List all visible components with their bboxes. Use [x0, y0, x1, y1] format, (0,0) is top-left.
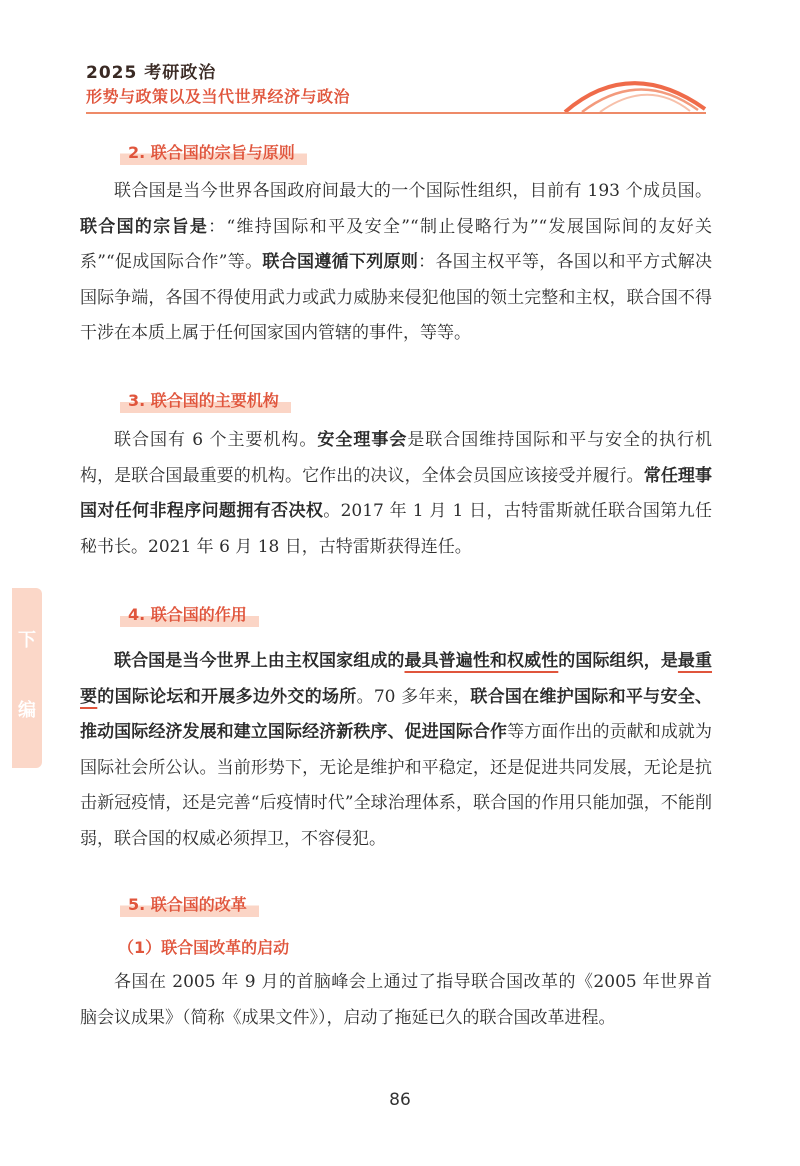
text-run: 联合国有 6 个主要机构。: [114, 430, 318, 450]
text-run: ：“维持国际和平及安全”“制止侵略行为”“发展国际间的友好关系”“促成国际合作”等。: [80, 216, 712, 272]
section-heading-3: 3. 联合国的主要机构: [120, 388, 291, 413]
text-run: 是联合国维持国际和平与安全的执行机构，是联合国最重要的机构。它作出的决议，全体会员国应该接受并履行。: [80, 430, 713, 486]
section-4-paragraph: [80, 644, 712, 857]
underlined-term: 最重要: [80, 651, 713, 707]
header-divider: [86, 112, 706, 114]
text-run: 等方面作出的贡献和成就为国际社会所公认。当前形势下，无论是维护和平稳定，还是促进共同发展，无论是抗击新冠疫情，还是完善“后疫情时代”全球治理体系，联合国的作用只能加强，不能削弱，联合国的权威必须捍卫，不容侵犯。: [80, 722, 713, 849]
section-heading-5: 5. 联合国的改革: [120, 892, 259, 917]
text-run: 。70 多年来，: [356, 686, 471, 707]
underlined-term: 最具普遍性和权威性: [404, 651, 559, 671]
section-heading-2: 2. 联合国的宗旨与原则: [120, 140, 307, 165]
section-5-paragraph: [80, 965, 712, 1036]
bold-term: 联合国的宗旨是: [80, 216, 209, 237]
section-heading-4: 4. 联合国的作用: [120, 602, 259, 627]
section-3-paragraph: [80, 423, 712, 565]
bold-term: 联合国遵循下列原则: [262, 252, 419, 272]
book-subtitle: 形势与政策以及当代世界经济与政治: [86, 87, 351, 106]
header-arc-decoration: [560, 64, 710, 114]
page-number: 86: [389, 1090, 411, 1110]
text-run: 。2017 年 1 月 1 日，古特雷斯就任联合国第九任秘书长。2021 年 6 月 18 日，古特雷斯获得连任。: [80, 501, 712, 557]
bold-term: 常任理事国对任何非程序问题拥有否决权: [80, 465, 712, 521]
sub-heading-reform-start: （1）联合国改革的启动: [118, 938, 290, 957]
side-tab-char: 编: [18, 700, 36, 721]
section-2-paragraph: [80, 174, 712, 352]
side-tab-char: 下: [18, 630, 36, 651]
book-title: 2025 考研政治: [86, 63, 217, 83]
text-run: ：各国主权平等，各国以和平方式解决国际争端，各国不得使用武力或武力威胁来侵犯他国的领土完整和主权，联合国不得干涉在本质上属于任何国家国内管辖的事件，等等。: [80, 252, 713, 343]
text-run: 各国在 2005 年 9 月的首脑峰会上通过了指导联合国改革的《2005 年世界首脑会议成果》（简称《成果文件》），启动了拖延已久的联合国改革进程。: [80, 972, 712, 1028]
text-run: 联合国是当今世界各国政府间最大的一个国际性组织，目前有 193 个成员国。: [114, 181, 712, 201]
bold-term: 的国际论坛和开展多边外交的场所: [97, 686, 357, 707]
bold-term: 联合国在维护国际和平与安全、推动国际经济发展和建立国际经济新秩序、促进国际合作: [80, 686, 713, 742]
volume-side-tab: [12, 588, 42, 768]
bold-term: 的国际组织，是: [558, 651, 678, 671]
bold-term: 联合国是当今世界上由主权国家组成的: [114, 651, 405, 671]
bold-term: 安全理事会: [317, 430, 408, 450]
